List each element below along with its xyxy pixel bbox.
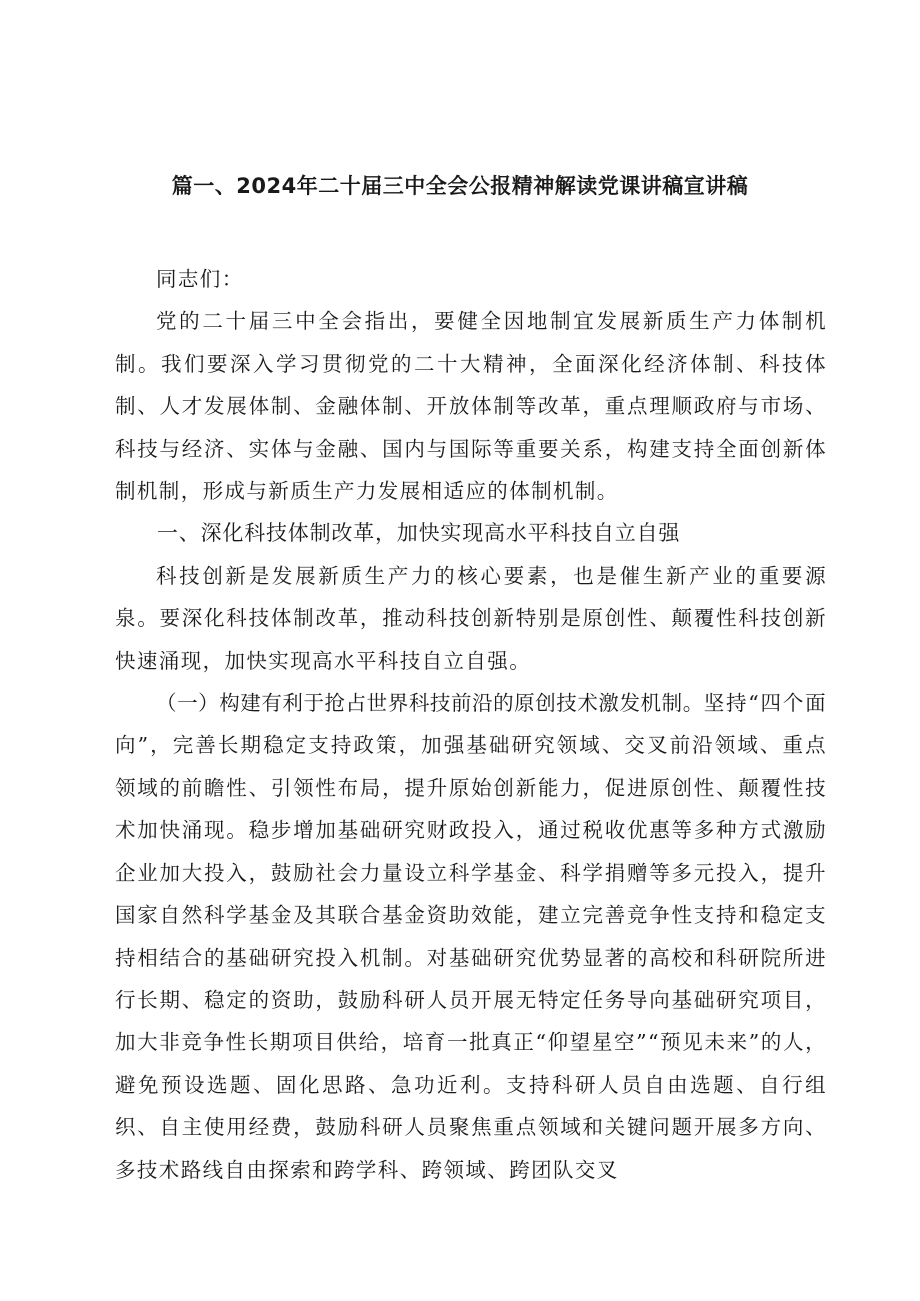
subsection-paragraph [115, 682, 827, 1191]
subsection-text: 坚持“四个面向”，完善长期稳定支持政策，加强基础研究领域、交叉前沿领域、重点领域的前瞻性、引领性布局，提升原始创新能力，促进原创性、颠覆性技术加快涌现。稳步增加基础研究财政投入，通过税收优惠等多种方式激励企业加大投入，鼓励社会力量设立科学基金、科学捐赠等多元投入，提升国家自然科学基金及其联合基金资助效能，建立完善竞争性支持和稳定支持相结合的基础研究投入机制。对基础研究优势显著的高校和科研院所进行长期、稳定的资助，鼓励科研人员开展无特定任务导向基础研究项目，加大非竞争性长期项目供给，培育一批真正“仰望星空”“预见未来”的人，避免预设选题、固化思路、急功近利。支持科研人员自由选题、自行组织、自主使用经费，鼓励科研人员聚焦重点领域和关键问题开展多方向、多技术路线自由探索和跨学科、跨领域、跨团队交叉 [115, 691, 827, 1182]
salutation: 同志们： [156, 267, 244, 291]
intro-paragraph: 党的二十届三中全会指出，要健全因地制宜发展新质生产力体制机制。我们要深入学习贯彻党的二十大精神，全面深化经济体制、科技体制、人才发展体制、金融体制、开放体制等改革，重点理顺政府与市场、科技与经济、实体与金融、国内与国际等重要关系，构建支持全面创新体制机制，形成与新质生产力发展相适应的体制机制。 [115, 309, 827, 504]
subsection-label: （一）构建有利于抢占世界科技前沿的原创技术激发机制。 [156, 691, 704, 716]
document-title: 篇一、2024年二十届三中全会公报精神解读党课讲稿宣讲稿 [171, 174, 749, 198]
section-heading: 一、深化科技体制改革，加快实现高水平科技自立自强 [157, 521, 681, 546]
document-body [115, 258, 827, 1191]
section-paragraph: 科技创新是发展新质生产力的核心要素，也是催生新产业的重要源泉。要深化科技体制改革，推动科技创新特别是原创性、颠覆性科技创新快速涌现，加快实现高水平科技自立自强。 [115, 563, 827, 673]
